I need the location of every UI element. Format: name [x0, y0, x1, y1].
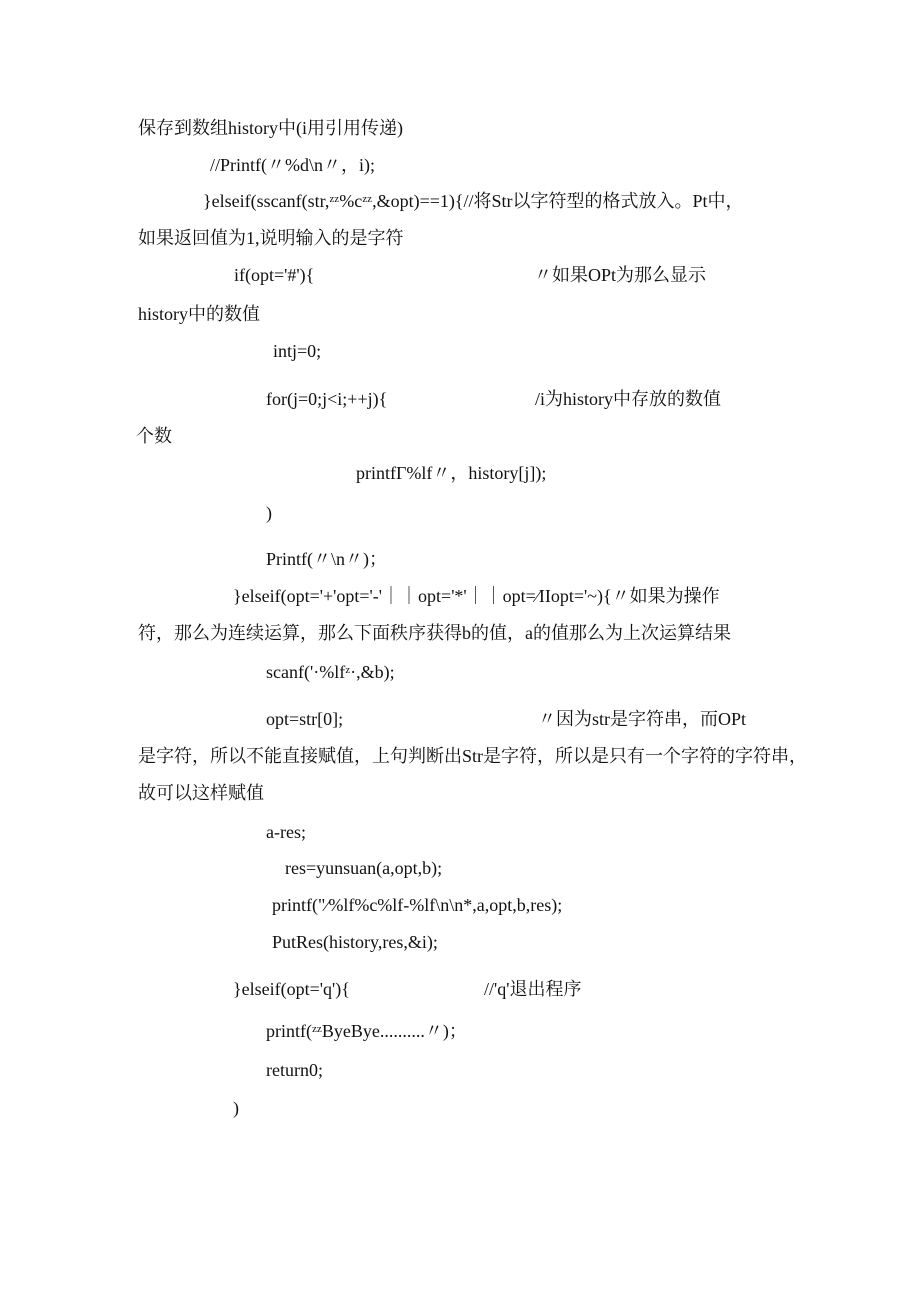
code-comment: /i为history中存放的数值 [535, 389, 722, 409]
code-comment: 〃如果OPt为那么显示 [534, 265, 707, 285]
code-line: res=yunsuan(a,opt,b); [285, 858, 443, 878]
text-line: 是字符，所以不能直接赋值，上句判断出Str是字符，所以是只有一个字符的字符串， [138, 746, 808, 766]
code-line: return0; [266, 1060, 323, 1080]
text-line: 如果返回值为1,说明输入的是字符 [138, 228, 404, 248]
text-line: 个数 [136, 426, 172, 446]
text-line: history中的数值 [138, 304, 261, 324]
text-line: 保存到数组history中(i用引用传递) [138, 118, 403, 138]
code-line: printf(ᶻᶻByeBye..........〃)； [266, 1021, 467, 1041]
code-line: if(opt='#'){ [234, 265, 315, 285]
code-line: printfΓ%lf〃，history[j]); [356, 463, 547, 483]
code-line: intj=0; [273, 341, 322, 361]
code-line: ) [266, 503, 272, 523]
code-line: for(j=0;j<i;++j){ [266, 389, 388, 409]
code-line: Printf(〃\n〃)； [266, 549, 387, 569]
code-line: }elseif(opt='+'opt='-'｜｜opt='*'｜｜opt=∕IIopt='~){〃如果为操作 [233, 586, 720, 606]
code-line: scanf('·%lfᶻ·,&b); [266, 662, 395, 682]
code-line: printf("∕%lf%c%lf-%lf\n\n*,a,opt,b,res); [272, 895, 563, 915]
code-line: PutRes(history,res,&i); [272, 932, 438, 952]
code-line: }elseif(opt='q'){ [233, 979, 350, 999]
text-line: 故可以这样赋值 [138, 783, 264, 803]
code-line: opt=str[0]; [266, 709, 344, 729]
code-comment: 〃因为str是字符串，而OPt [538, 709, 747, 729]
text-line: 符，那么为连续运算，那么下面秩序获得b的值，a的值那么为上次运算结果 [138, 623, 731, 643]
code-line: }elseif(sscanf(str,ᶻᶻ%cᶻᶻ,&opt)==1){//将Str以字符型的格式放入。Pt中， [203, 191, 744, 211]
code-line: //Printf(〃%d\n〃，i); [210, 155, 375, 175]
code-line: a-res; [266, 822, 306, 842]
code-line: ) [233, 1098, 239, 1118]
code-comment: //'q'退出程序 [484, 979, 582, 999]
